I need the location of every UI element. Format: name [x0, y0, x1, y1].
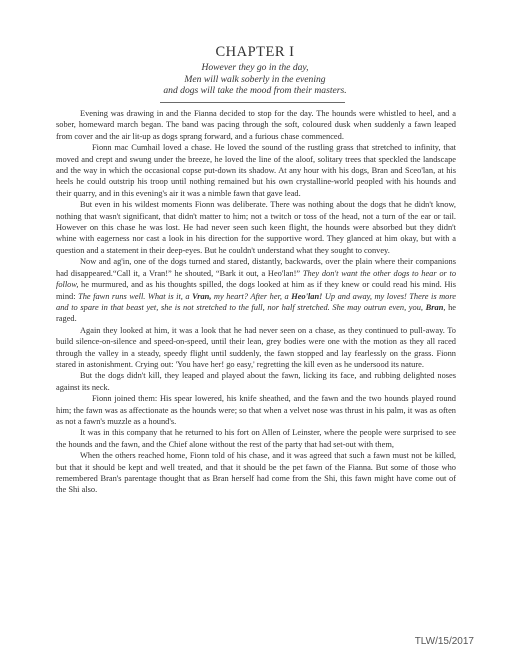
italic-thought: my heart? After her, a [211, 291, 292, 301]
paragraph-text: , he raged. [56, 302, 457, 324]
epigraph-line: and dogs will take the mood from their masters. [163, 85, 347, 96]
italic-thought: They don't want the other dogs to hear or to follow, [56, 268, 457, 290]
paragraph: But the dogs didn't kill, they leaped and played about the fawn, licking its face, and rubbing delighted noses against its neck. [56, 371, 456, 392]
italic-thought: The fawn runs well. What is it, a [78, 291, 193, 301]
paragraph: It was in this company that he returned to his fort on Allen of Leinster, where the people were surprised to see the hounds and the fawn, and the Chief alone without the rest of the party that had set-out with them, [56, 428, 456, 449]
epigraph-line: However they go in the day, [201, 62, 309, 73]
paragraph: Again they looked at him, it was a look that he had never seen on a chase, as they continued to pull-away. To build silence-on-silence and speed-on-speed, until their lean, grey bodies were one with the motion as they all raced through the valley in a steady, speedy flight until suddenly, the fawn stopped and lay fearlessly on the grass. Fionn stared in astonishment. Crying out: 'You have her! go easy,' regretting the kill even as he undersood its nature. [56, 325, 456, 369]
paragraph-text: he murmured, and as his thoughts spilled, the dogs looked at him as if they knew or could read his mind. His mind: [56, 280, 456, 301]
dog-name: Vran, [192, 291, 212, 301]
epigraph-divider [160, 102, 345, 103]
paragraph: When the others reached home, Fionn told of his chase, and it was agreed that such a fawn must not be killed, but that it should be kept and well treated, and that it should be the pet fawn of the Fianna. But some of those who remembered Bran's parentage thought that as Bran herself had come from the Shi, this fawn might have come out of the Shi also. [56, 451, 456, 495]
epigraph-line: Men will walk soberly in the evening [184, 73, 326, 85]
document-reference-code: TLW/15/2017 [414, 636, 474, 647]
paragraph: Fionn joined them: His spear lowered, his knife sheathed, and the fawn and the two hounds played round him; the fawn was as affectionate as the hounds were; so that when a velvet nose was thrust in his palm, it was as often as not a fawn's muzzle as a hound's. [56, 394, 456, 426]
chapter-title: CHAPTER I [215, 44, 295, 60]
chapter-body [56, 108, 456, 496]
italic-thought: Up and away, my loves! There is more and to spare in that beast yet, she is not stretched to the full, nor half stretched. She may outrun even, you, [56, 291, 456, 312]
dog-name: Bran [425, 302, 444, 312]
paragraph: But even in his wildest moments Fionn was deliberate. There was nothing about the dogs that he didn't know, nothing that wasn't significant, that didn't matter to him; not a twitch or toss of the head, not a turn of the ear or tail. However on this chase he was lost. He had never seen such keen flight, the hounds were absorbed but they didn't whine with eagerness nor cast a look in his direction for the supportive word. They glanced at him okay, but with a question and a statement in their deep-eyes. But he couldn't understand what they sought to convey. [56, 200, 456, 255]
dog-name: Heo'lan! [291, 291, 323, 301]
paragraph: Fionn mac Cumhail loved a chase. He loved the sound of the rustling grass that stretched to infinity, that moved and crept and swung under the breeze, he loved the line of the aloof, solitary trees that speckled the landscape and the way in which the occasional copse put-down its shadow. At any hour with his dogs, Bran and Sceo'lan, at his heels he could outstrip his troop until nothing remained but his own crystalline-world peopled with his hounds and their quarry, and in this evening's air it was a nimble fawn that gave lead. [56, 143, 456, 198]
paragraph: Evening was drawing in and the Fianna decided to stop for the day. The hounds were whistled to heel, and a sober, homeward march began. The band was pacing through the soft, coloured dusk when suddenly a fawn leaped from cover and the air lit-up as dogs sprang forward, and a furious chase commenced. [56, 109, 456, 141]
paragraph [56, 256, 456, 324]
paragraph-text: Now and ag'in, one of the dogs turned and stared, distantly, backwards, over the plain where their companions had disappeared.“Call it, a Vran!” he shouted, “Bark it out, a Heo'lan!” [56, 257, 456, 278]
epigraph [0, 62, 510, 97]
